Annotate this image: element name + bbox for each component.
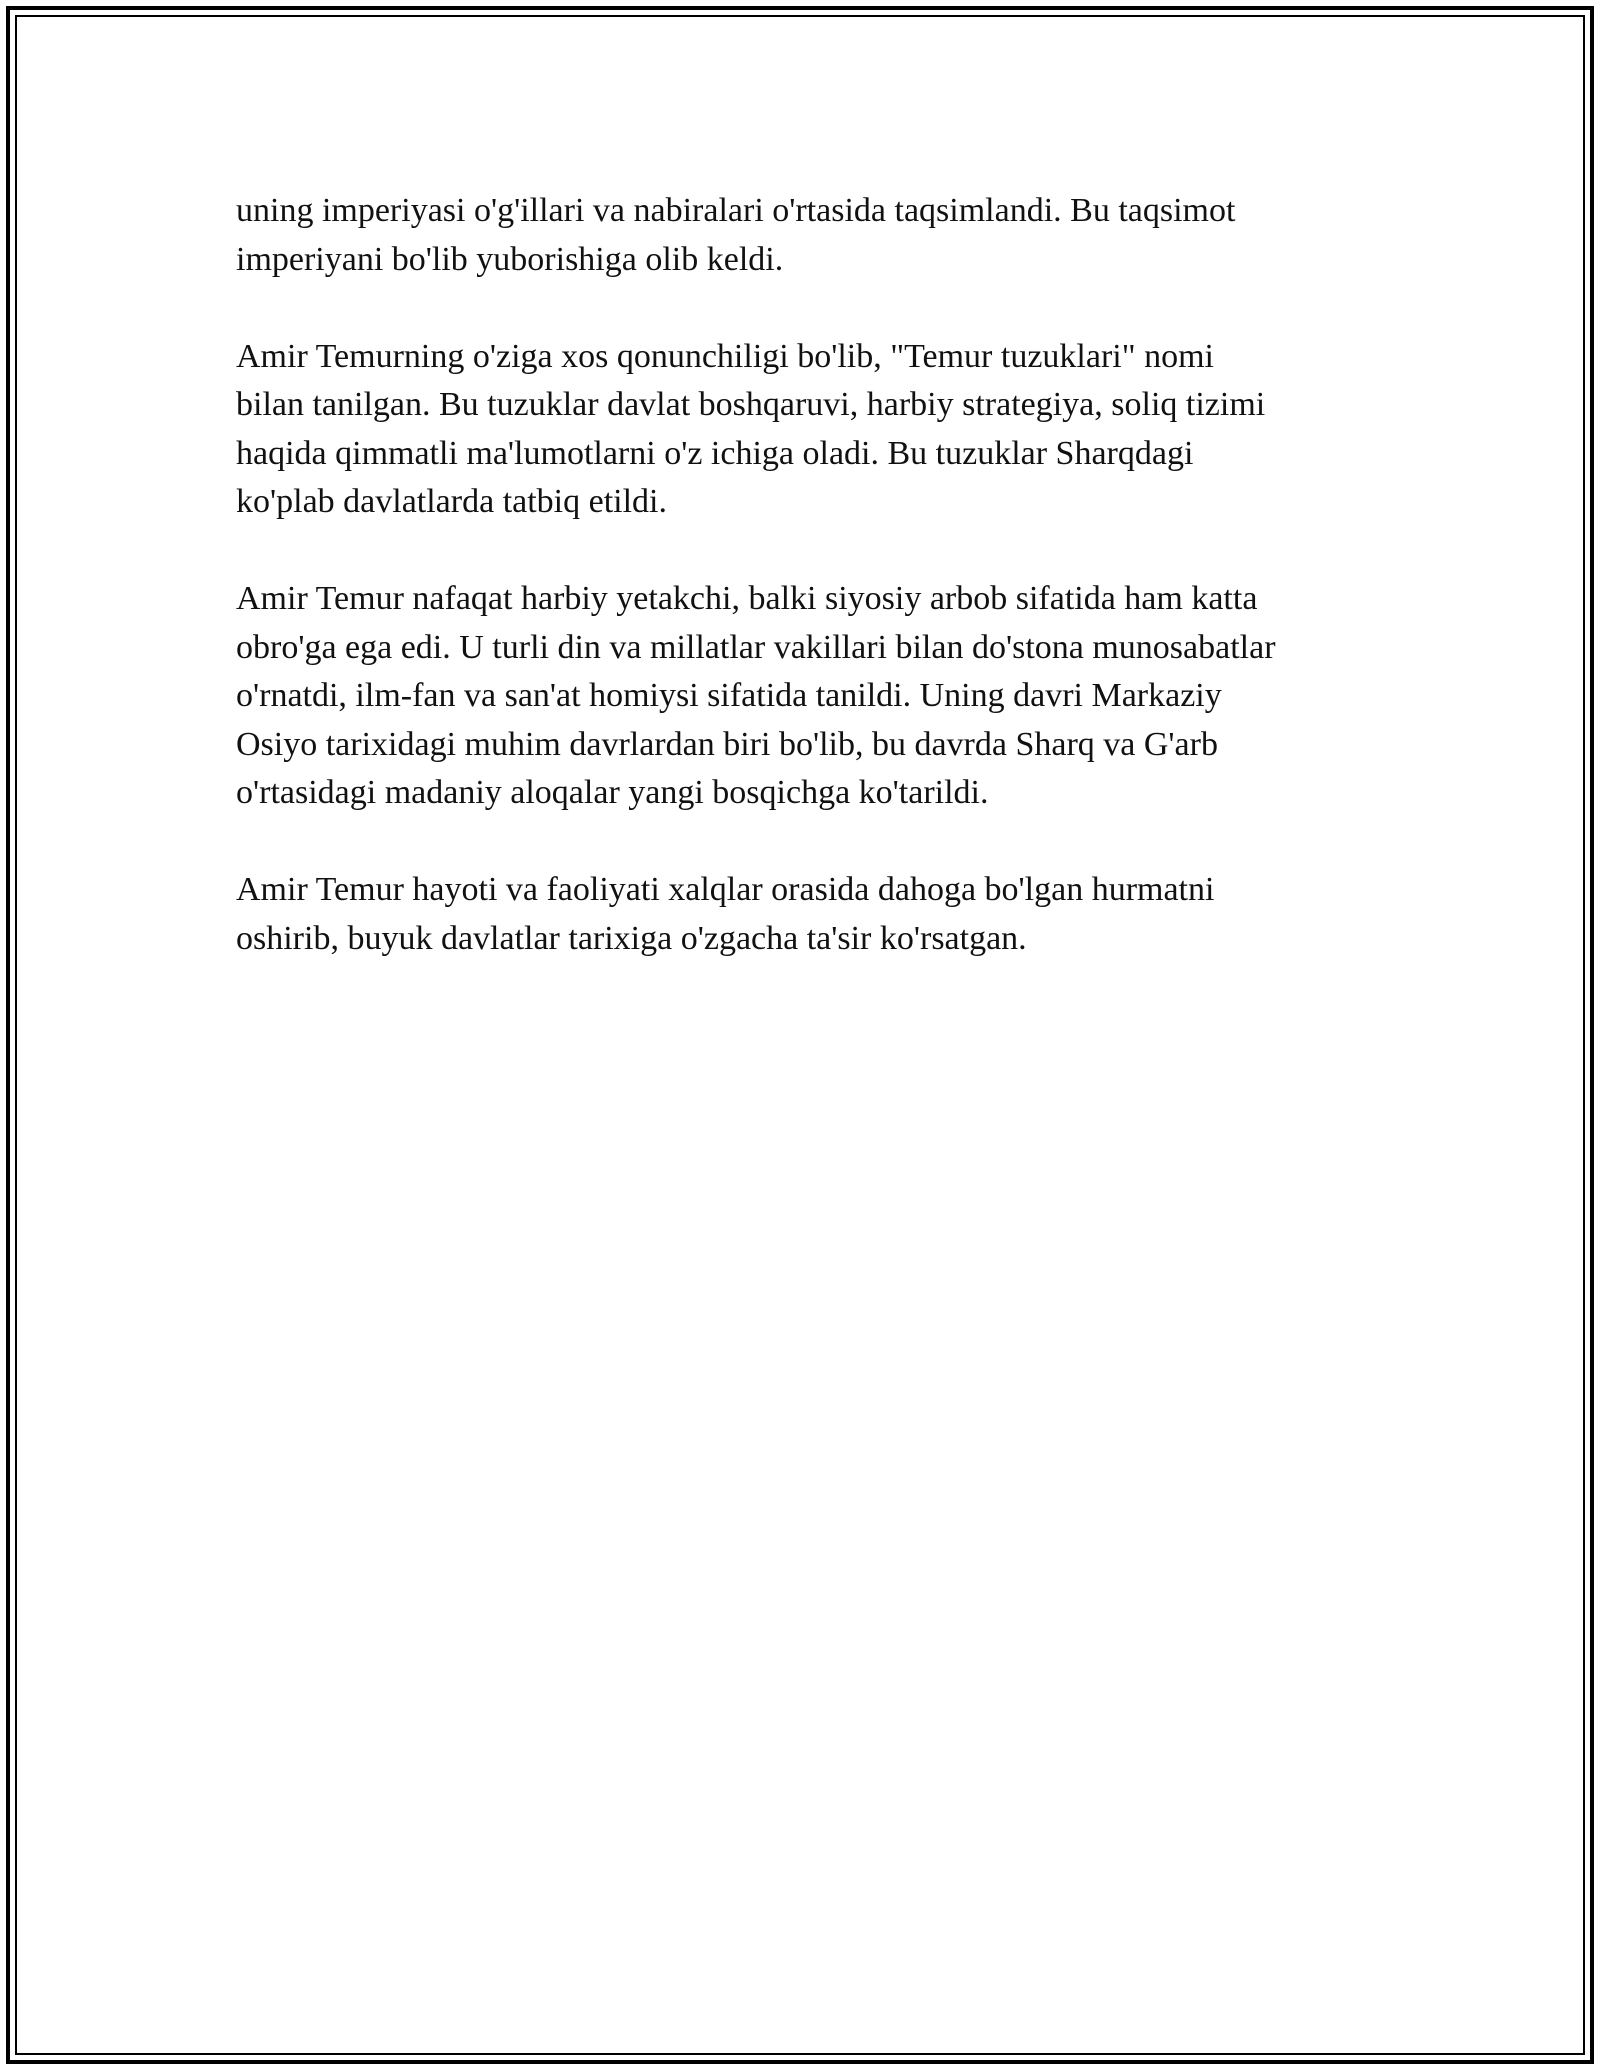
paragraph (236, 575, 1376, 818)
text-line: o'rtasidagi madaniy aloqalar yangi bosqichga ko'tarildi. (236, 774, 989, 811)
text-line: obro'ga ega edi. U turli din va millatlar vakillari bilan do'stona munosabatlar (236, 628, 1276, 666)
text-line: imperiyani bo'lib yuborishiga olib keldi. (236, 240, 784, 278)
paragraph (236, 866, 1376, 963)
paragraph (236, 333, 1376, 527)
text-line: Amir Temur nafaqat harbiy yetakchi, balki siyosiy arbob sifatida ham katta (236, 580, 1258, 617)
text-line: Amir Temur hayoti va faoliyati xalqlar orasida dahoga bo'lgan hurmatni (236, 871, 1215, 908)
text-line: haqida qimmatli ma'lumotlarni o'z ichiga oladi. Bu tuzuklar Sharqdagi (236, 434, 1194, 472)
text-line: o'rnatdi, ilm-fan va san'at homiysi sifatida tanildi. Uning davri Markaziy (236, 677, 1222, 714)
text-line: oshirib, buyuk davlatlar tarixiga o'zgacha ta'sir ko'rsatgan. (236, 919, 1027, 957)
text-line: ko'plab davlatlarda tatbiq etildi. (236, 483, 667, 520)
text-line: uning imperiyasi o'g'illari va nabiralari o'rtasida taqsimlandi. Bu taqsimot (236, 192, 1236, 229)
document-body (236, 187, 1376, 1012)
text-line: Amir Temurning o'ziga xos qonunchiligi bo'lib, "Temur tuzuklari" nomi (236, 337, 1214, 375)
text-line: Osiyo tarixidagi muhim davrlardan biri bo'lib, bu davrda Sharq va G'arb (236, 725, 1218, 763)
text-line: bilan tanilgan. Bu tuzuklar davlat boshqaruvi, harbiy strategiya, soliq tizimi (236, 386, 1266, 423)
paragraph (236, 187, 1376, 284)
